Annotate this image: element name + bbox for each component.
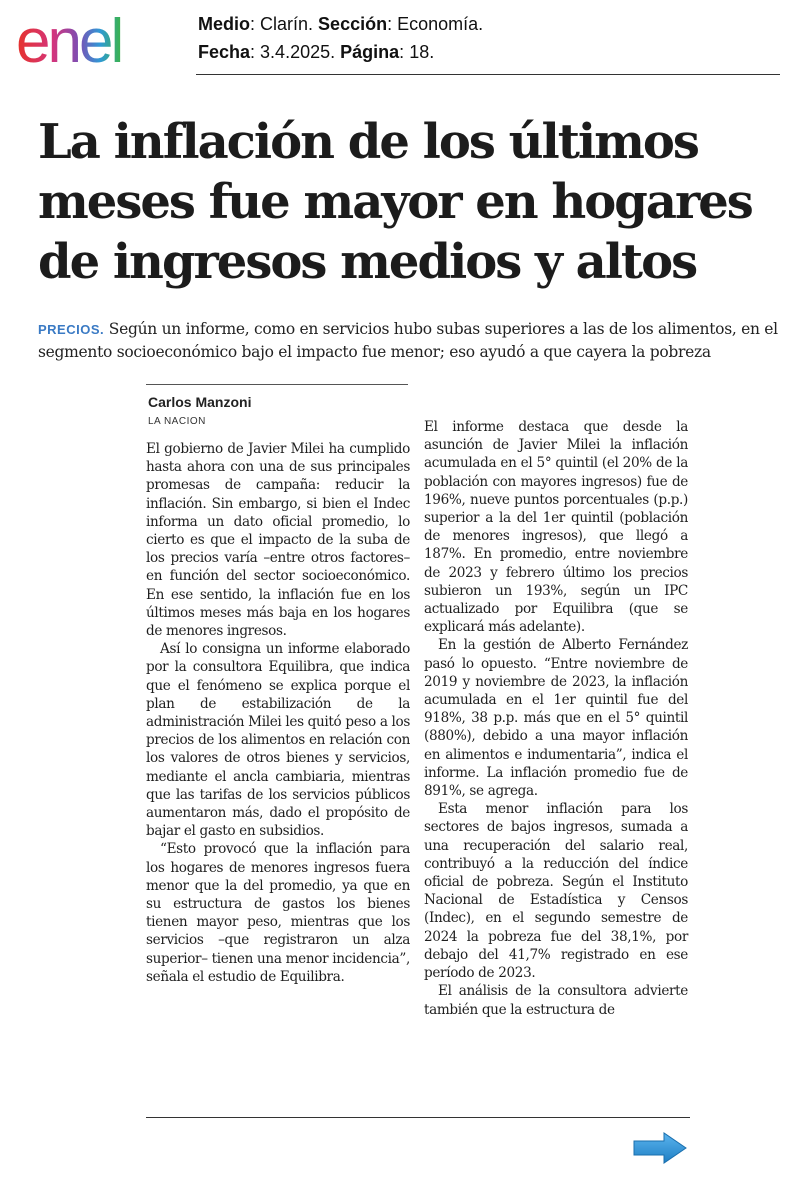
seccion-label: Sección — [318, 14, 388, 34]
article-column-1 — [146, 440, 410, 986]
article-deck — [38, 318, 783, 363]
byline-divider — [146, 384, 408, 385]
deck-text: Según un informe, como en servicios hubo subas superiores a las de los alimentos, en el segmento socioeconómico bajo el impacto fue menor; eso ayudó a que cayera la pobreza — [38, 320, 778, 361]
paragraph: Esta menor inflación para los sectores de bajos ingresos, sumada a una recuperación del salario real, contribuyó a la reducción del índice oficial de pobreza. Según el Instituto Nacional de Estadística y Censos (Indec), en el segundo semestre de 2024 la pobreza fue del 38,1%, por debajo del 41,7% registrado en ese período de 2023. — [424, 801, 688, 982]
paragraph: El análisis de la consultora advierte también que la estructura de — [424, 983, 688, 1018]
seccion-value: Economía. — [397, 14, 484, 34]
enel-logo — [16, 8, 186, 70]
paragraph: El gobierno de Javier Milei ha cumplido hasta ahora con una de sus principales promesas de campaña: reducir la inflación. Sin embargo, si bien el Indec informa un dato oficial promedio, lo cierto es que el impacto de la suba de los precios varía –entre otros factores– en función del sector socioeconómico. En ese sentido, la inflación fue en los últimos meses más baja en los hogares de menores ingresos. — [146, 441, 410, 640]
bottom-divider — [146, 1117, 690, 1118]
pagina-value: 18. — [409, 42, 435, 62]
arrow-right-icon[interactable] — [632, 1130, 688, 1166]
deck-kicker: PRECIOS. — [38, 322, 105, 337]
article-headline: La inflación de los últimos meses fue mayor en hogares de ingresos medios y altos — [38, 114, 752, 290]
article-outlet: LA NACION — [148, 416, 206, 427]
paragraph: El informe destaca que desde la asunción de Javier Milei la inflación acumulada en el 5° quintil (el 20% de la población con mayores ingresos) fue de 196%, nueve puntos porcentuales (p.p.) superior a la del 1er quintil (población de menores ingresos), que llegó a 187%. En promedio, entre noviembre de 2023 y febrero último los precios subieron un 193%, según un IPC actualizado por Equilibra (que se explicará más adelante). — [424, 419, 688, 636]
fecha-value: 3.4.2025. — [260, 42, 336, 62]
paragraph: “Esto provocó que la inflación para los hogares de menores ingresos fuera menor que la del promedio, ya que en su estructura de gastos los bienes tienen mayor peso, mientras que los servicios –que registraron un alza superior– tienen una menor incidencia”, señala el estudio de Equilibra. — [146, 841, 410, 985]
medio-value: Clarín. — [260, 14, 314, 34]
meta-line-1: Medio: Clarín. Sección: Economía. — [198, 14, 484, 34]
paragraph: En la gestión de Alberto Fernández pasó lo opuesto. “Entre noviembre de 2019 y noviembre de 2023, la inflación acumulada en el 1er quintil fue del 918%, 38 p.p. más que en el 5° quintil (880%), debido a una mayor inflación en alimentos e indumentaria”, indica el informe. La inflación promedio fue de 891%, se agrega. — [424, 637, 688, 800]
paragraph: Así lo consigna un informe elaborado por la consultora Equilibra, que indica que el fenómeno se explica porque el plan de estabilización de la administración Milei les quitó peso a los precios de los alimentos en relación con los valores de otros bienes y servicios, mediante el ancla cambiaria, mientras que las tarifas de los servicios públicos aumentaron más, dado el propósito de bajar el gasto en subsidios. — [146, 641, 411, 840]
article-column-2 — [424, 418, 688, 1019]
header-divider — [196, 74, 780, 75]
medio-label: Medio — [198, 14, 250, 34]
fecha-label: Fecha — [198, 42, 251, 62]
logo-text: enel — [16, 8, 122, 70]
pagina-label: Página — [340, 42, 400, 62]
clipping-meta — [198, 10, 483, 66]
article-author: Carlos Manzoni — [148, 394, 252, 410]
clipping-header — [0, 0, 800, 76]
meta-line-2: Fecha: 3.4.2025. Página: 18. — [198, 42, 435, 62]
